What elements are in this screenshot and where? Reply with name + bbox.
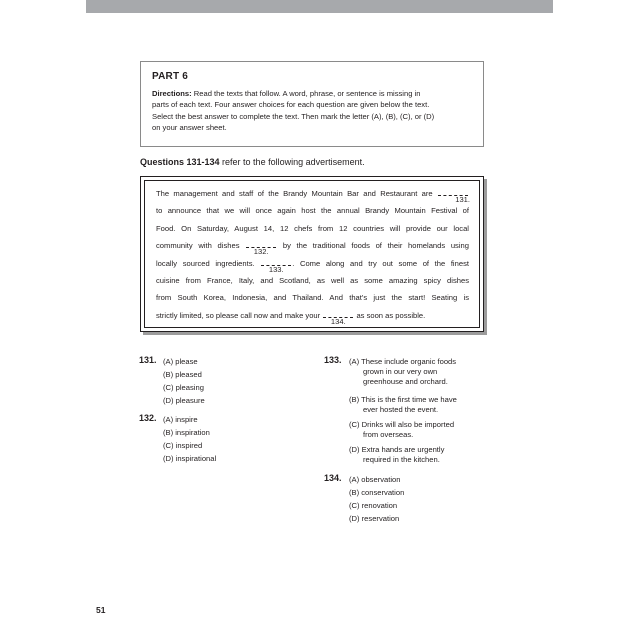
page-number: 51: [96, 605, 106, 615]
questions-intro: [140, 157, 365, 167]
ad-line: Food. On Saturday, August 14, 12 chefs from 12 countries will provide our local: [156, 223, 469, 233]
ad-line: The management and staff of the Brandy Mountain Bar and Restaurant are 131.: [156, 189, 470, 204]
answer-option[interactable]: (A) These include organic foods grown in our very own greenhouse and orchard.: [349, 357, 457, 386]
question-number: 133.: [324, 355, 342, 365]
question-number: 131.: [139, 355, 157, 365]
answer-option[interactable]: (A) please: [163, 357, 198, 366]
question-number: 132.: [139, 413, 157, 423]
ad-line: from South Korea, Indonesia, and Thailand. And that's just the start! Seating is: [156, 293, 469, 303]
blank-132: [246, 241, 276, 257]
blank-number: 133.: [268, 264, 284, 274]
answer-option[interactable]: (D) reservation: [349, 514, 400, 523]
answer-option[interactable]: (C) renovation: [349, 501, 398, 510]
answer-option[interactable]: (A) observation: [349, 475, 401, 484]
answer-option[interactable]: (B) pleased: [163, 370, 202, 379]
intro-text: refer to the following advertisement.: [219, 157, 365, 167]
directions-line: on your answer sheet.: [152, 123, 227, 133]
part-title: PART 6: [152, 71, 189, 82]
answer-option[interactable]: (D) pleasure: [163, 396, 205, 405]
question-range: Questions 131-134: [140, 157, 220, 167]
directions-box: [140, 61, 484, 147]
advertisement-text: [144, 180, 480, 328]
answer-option[interactable]: (B) inspiration: [163, 428, 210, 437]
ad-line: locally sourced ingredients. 133. . Come along and try out some of the finest: [156, 258, 469, 274]
directions-line: parts of each text. Four answer choices for each question are given below the text.: [152, 100, 430, 110]
answer-option[interactable]: (B) conservation: [349, 488, 405, 497]
blank-131: [438, 189, 470, 204]
directions-label: Directions:: [152, 89, 192, 98]
ad-line: community with dishes 132. by the traditional foods of their homelands using: [156, 241, 469, 257]
directions-line: Select the best answer to complete the text. Then mark the letter (A), (B), (C), or (D): [152, 111, 435, 121]
answer-option[interactable]: (A) inspire: [163, 415, 198, 424]
blank-133: [261, 259, 291, 274]
blank-number: 134.: [330, 316, 346, 326]
ad-line: strictly limited, so please call now and make your 134. as soon as possible.: [156, 310, 426, 326]
answer-option[interactable]: (C) pleasing: [163, 383, 204, 392]
blank-134: [323, 311, 353, 326]
ad-line: cuisine from France, Italy, and Scotland, as well as some amazing spicy dishes: [156, 275, 469, 285]
directions-text: [152, 88, 473, 134]
ad-line: to announce that we will once again host the annual Brandy Mountain Festival of: [156, 206, 469, 216]
answer-option[interactable]: (C) inspired: [163, 441, 203, 450]
answer-option[interactable]: (C) Drinks will also be imported from overseas.: [349, 420, 455, 439]
directions-line: Read the texts that follow. A word, phrase, or sentence is missing in: [193, 89, 421, 98]
answer-option[interactable]: (B) This is the first time we have ever hosted the event.: [349, 395, 457, 414]
advertisement-box: [140, 176, 484, 332]
blank-number: 131.: [455, 195, 470, 204]
blank-number: 132.: [253, 247, 269, 257]
header-bar: [86, 0, 553, 13]
question-number: 134.: [324, 473, 342, 483]
answer-option[interactable]: (D) Extra hands are urgently required in the kitchen.: [349, 445, 445, 464]
answer-option[interactable]: (D) inspirational: [163, 454, 217, 463]
